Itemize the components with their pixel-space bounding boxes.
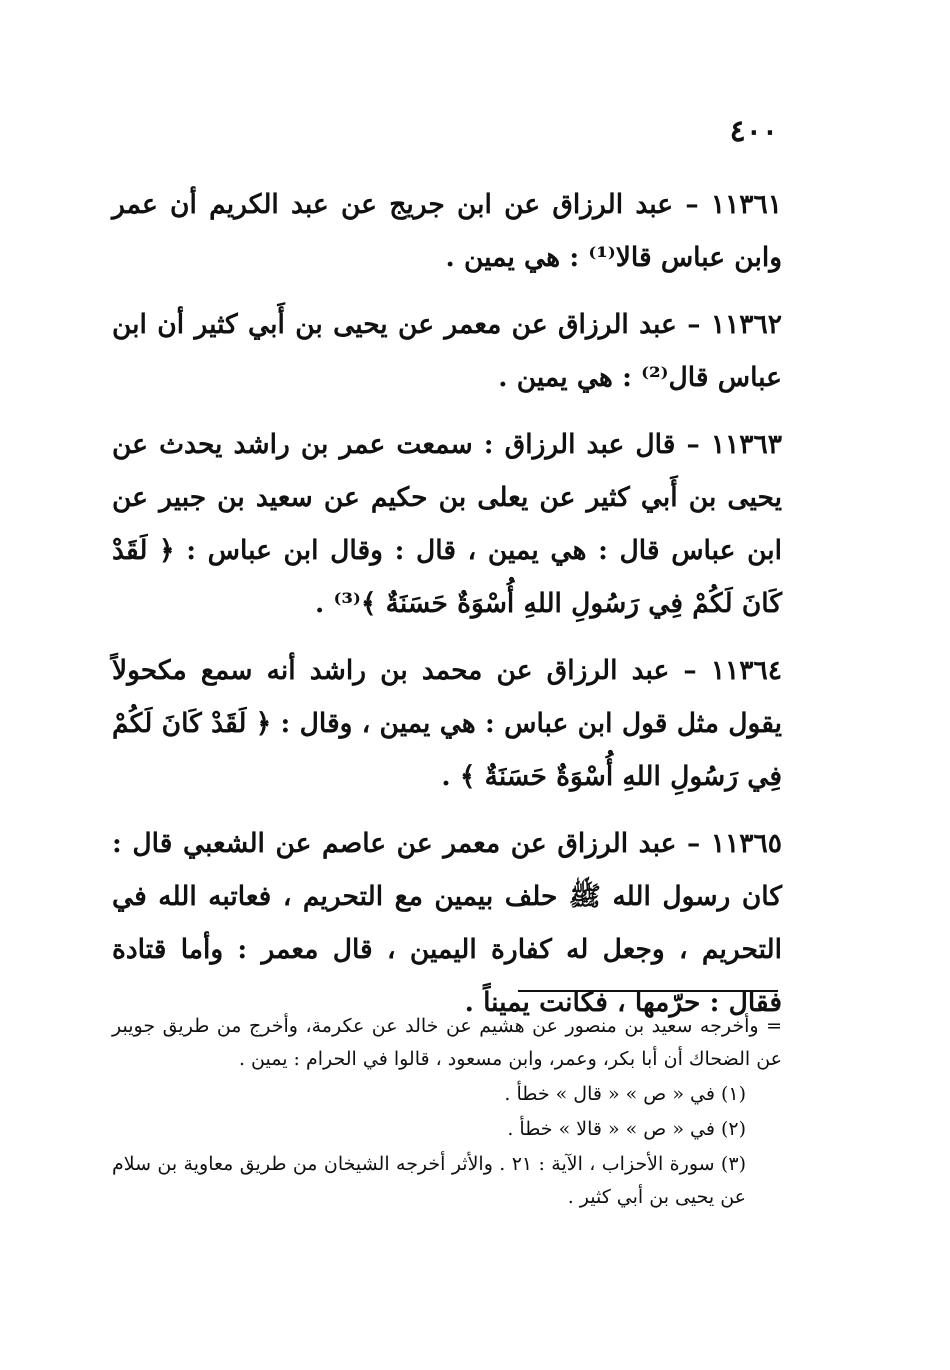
hadith-11365: ١١٣٦٥ – عبد الرزاق عن معمر عن عاصم عن الشعبي قال : كان رسول الله ﷺ حلف بيمين مع التحريم ، فعاتبه الله في التحريم ، وجعل له كفارة اليمين ، قال معمر : وأما قتادة فقال : حرّمها ، فكانت يميناً .	[112, 828, 782, 1018]
hadith-11362: ١١٣٦٢ – عبد الرزاق عن معمر عن يحيى بن أَبي كثير أن ابن عباس قال⁽²⁾ : هي يمين .	[112, 309, 782, 393]
footnotes	[112, 1010, 782, 1216]
footnote-2: (٢) في « ص » « قالا » خطأ .	[507, 1118, 746, 1140]
main-text	[112, 178, 782, 1043]
hadith-11361: ١١٣٦١ – عبد الرزاق عن ابن جريج عن عبد الكريم أن عمر وابن عباس قالا⁽¹⁾ : هي يمين .	[112, 189, 782, 273]
footnote-continuation: = وأخرجه سعيد بن منصور عن هشيم عن خالد عن عكرمة، وأخرج من طريق جويبر عن الضحاك أن أبا بكر، وعمر، وابن مسعود ، قالوا في الحرام : يمين .	[112, 1015, 782, 1070]
hadith-11363: ١١٣٦٣ – قال عبد الرزاق : سمعت عمر بن راشد يحدث عن يحيى بن أَبي كثير عن يعلى بن حكيم عن سعيد بن جبير عن ابن عباس قال : هي يمين ، قال : وقال ابن عباس : ﴿ لَقَدْ كَانَ لَكُمْ فِي رَسُولِ اللهِ أُسْوَةٌ حَسَنَةٌ ﴾⁽³⁾ .	[112, 429, 782, 619]
page-number: ٤٠٠	[729, 114, 778, 149]
footnote-1: (١) في « ص » « قال » خطأ .	[504, 1083, 746, 1105]
footnote-divider	[518, 990, 778, 992]
hadith-11364: ١١٣٦٤ – عبد الرزاق عن محمد بن راشد أنه سمع مكحولاً يقول مثل قول ابن عباس : هي يمين ، وقال : ﴿ لَقَدْ كَانَ لَكُمْ فِي رَسُولِ اللهِ أُسْوَةٌ حَسَنَةٌ ﴾ .	[112, 655, 782, 792]
footnote-3: (٣) سورة الأحزاب ، الآية : ٢١ . والأثر أخرجه الشيخان من طريق معاوية بن سلام عن يحيى بن أبي كثير .	[112, 1153, 746, 1208]
